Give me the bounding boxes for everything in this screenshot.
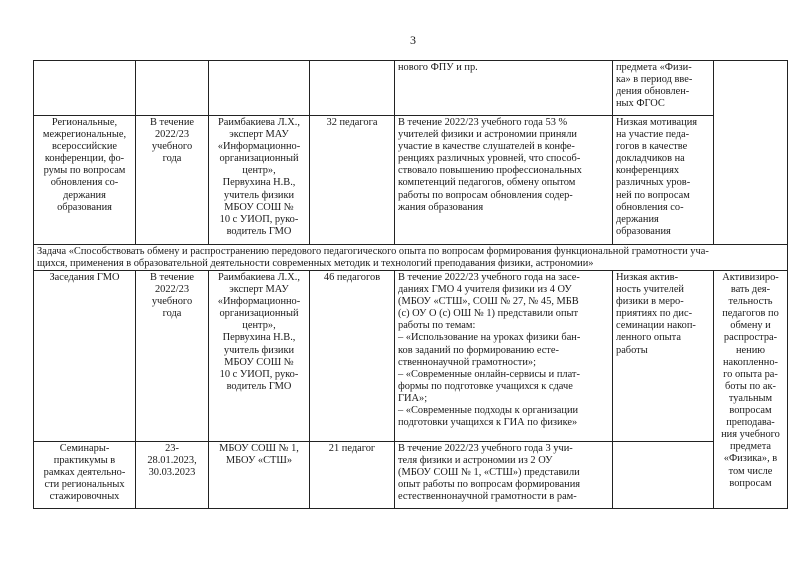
text-line: дения обновлен-: [616, 86, 690, 98]
text-line: МБОУ СОШ № 1,: [219, 443, 299, 454]
text-line: участие в качестве слушателей в конфе-: [398, 141, 575, 153]
text-line: Семинары-: [59, 443, 110, 454]
text-line: всероссийские: [51, 141, 118, 153]
text-line: теля физики и астрономии из 2 ОУ: [398, 455, 553, 467]
cell-dates-continuation: [135, 60, 209, 116]
text-line: ней по вопросам: [616, 189, 690, 201]
text-line: нению: [735, 344, 766, 356]
text-line: Раимбакиева Л.Х.,: [218, 272, 300, 283]
text-line: организационный: [219, 153, 299, 165]
text-line: водитель ГМО: [226, 225, 292, 237]
cell-dates-conferences: [135, 115, 209, 245]
text-line: держания: [616, 213, 659, 225]
cell-dates-gmo: [135, 270, 209, 442]
text-line: практикумы в: [53, 455, 116, 467]
text-line: жания образования: [398, 201, 484, 213]
text-line: года: [162, 308, 182, 320]
cell-participants-seminars: [309, 441, 395, 509]
cell-results-gmo: [394, 270, 613, 442]
text-line: В течение 2022/23 учебного года 3 учи-: [398, 443, 573, 454]
text-line: (с) ОУ О (с) ОШ № 1) представили опыт: [398, 308, 579, 320]
text-line: вопросам: [729, 405, 772, 417]
cell-problems-gmo: [612, 270, 714, 442]
text-line: компетенций педагогов, обмену опытом: [398, 177, 576, 189]
text-line: предмета: [730, 441, 771, 453]
text-line: «Физика», в: [723, 453, 778, 465]
text-line: держания: [63, 189, 106, 201]
text-line: опыт работы по вопросам формирования: [398, 479, 581, 491]
text-line: ка» в период вве-: [616, 74, 693, 86]
text-line: учебного: [151, 296, 193, 308]
text-line: (МБОУ СОШ № 1, «СТШ») представили: [398, 467, 580, 479]
cell-responsible-continuation: [208, 60, 310, 116]
text-line: ных ФГОС: [616, 98, 665, 110]
text-line: преподава-: [726, 417, 775, 429]
text-line: В течение: [150, 272, 194, 283]
cell-participants-continuation: [309, 60, 395, 116]
cell-tasks-merged-top: [713, 60, 788, 245]
text-line: года: [162, 153, 182, 165]
text-line: Раимбакиева Л.Х.,: [218, 117, 300, 128]
cell-responsible-gmo: [208, 270, 310, 442]
text-line: учитель физики: [223, 189, 295, 201]
text-line: приятиях по дис-: [616, 308, 693, 320]
text-line: Задача «Способствовать обмену и распространению передового педагогического опыта по вопросам формирования функциональной грамотности уча-: [37, 246, 709, 257]
text-line: ренциях различных уровней, что способ-: [398, 153, 581, 165]
text-line: докладчиков на: [616, 153, 685, 165]
cell-event-seminars: [33, 441, 136, 509]
cell-results-conferences: [394, 115, 613, 245]
cell-responsible-seminars: [208, 441, 310, 509]
text-line: вать дея-: [730, 284, 771, 296]
text-line: боты по ак-: [725, 380, 776, 392]
text-line: обновления со-: [50, 177, 119, 189]
text-line: Региональные,: [51, 117, 118, 128]
text-line: учителей физики и астрономии приняли: [398, 129, 577, 141]
text-line: формы по подготовке учащихся к сдаче: [398, 380, 573, 392]
cell-problems-conferences: [612, 115, 714, 245]
text-line: эксперт МАУ: [229, 129, 289, 141]
text-line: на участие педа-: [616, 129, 690, 141]
cell-participants-gmo: [309, 270, 395, 442]
text-line: 30.03.2023: [148, 467, 196, 479]
text-line: даниях ГМО 4 учителя физики из 4 ОУ: [398, 284, 572, 296]
text-line: сти региональных: [44, 479, 125, 491]
text-line: МБОУ СОШ №: [224, 356, 294, 368]
text-line: МБОУ СОШ №: [224, 201, 294, 213]
text-line: центр»,: [242, 165, 276, 177]
text-line: подготовки учащихся к ГИА по физике»: [398, 417, 578, 429]
text-line: организационный: [219, 308, 299, 320]
cell-dates-seminars: [135, 441, 209, 509]
text-line: ленного опыта: [616, 332, 681, 344]
text-line: конференциях: [616, 165, 680, 177]
text-line: – «Использование на уроках физики бан-: [398, 332, 581, 344]
cell-event-gmo: [33, 270, 136, 442]
text-line: учебного: [151, 141, 193, 153]
text-line: накопленно-: [722, 356, 779, 368]
text-line: физики в меро-: [616, 296, 684, 308]
results-text: нового ФПУ и пр.: [398, 62, 478, 73]
text-line: конференции, фо-: [44, 153, 125, 165]
text-line: В течение 2022/23 учебного года на засе-: [398, 272, 580, 283]
text-line: Низкая актив-: [616, 272, 679, 283]
text-line: Первухина Н.В.,: [222, 332, 296, 344]
participants-count: 21 педагог: [328, 443, 376, 454]
participants-count: 46 педагогов: [323, 272, 381, 283]
text-line: работы по вопросам обновления содер-: [398, 189, 573, 201]
text-line: В течение 2022/23 учебного года 53 %: [398, 117, 568, 128]
text-line: тельность: [728, 296, 773, 308]
text-line: 2022/23: [154, 284, 190, 296]
text-line: 10 с УИОП, руко-: [219, 368, 299, 380]
page-number: 3: [410, 33, 416, 47]
text-line: 2022/23: [154, 129, 190, 141]
text-line: «Информационно-: [217, 296, 301, 308]
text-line: водитель ГМО: [226, 380, 292, 392]
text-line: Активизиро-: [722, 272, 779, 283]
cell-problems-continuation: [612, 60, 714, 116]
text-line: центр»,: [242, 320, 276, 332]
cell-responsible-conferences: [208, 115, 310, 245]
text-line: различных уров-: [616, 177, 691, 189]
text-line: «Информационно-: [217, 141, 301, 153]
task-heading-row: [33, 244, 788, 271]
text-line: учитель физики: [223, 344, 295, 356]
text-line: эксперт МАУ: [229, 284, 289, 296]
cell-results-continuation: [394, 60, 613, 116]
text-line: межрегиональные,: [42, 129, 127, 141]
text-line: В течение: [150, 117, 194, 128]
text-line: работы по темам:: [398, 320, 476, 332]
text-line: ность учителей: [616, 284, 684, 296]
text-line: естественнонаучной грамотности в рам-: [398, 491, 577, 503]
text-line: стажировочных: [49, 491, 120, 503]
text-line: 23-: [165, 443, 179, 454]
text-line: рамках деятельно-: [43, 467, 126, 479]
text-line: – «Современные подходы к организации: [398, 405, 579, 417]
cell-event-conferences: [33, 115, 136, 245]
text-line: ственнонаучной грамотности»;: [398, 356, 536, 368]
cell-problems-seminars: [612, 441, 714, 509]
text-line: обновления со-: [616, 201, 684, 213]
text-line: Низкая мотивация: [616, 117, 698, 128]
text-line: (МБОУ «СТШ», СОШ № 27, № 45, МБВ: [398, 296, 579, 308]
text-line: МБОУ «СТШ»: [225, 455, 293, 467]
text-line: работы: [616, 344, 648, 356]
text-line: предмета «Физи-: [616, 62, 692, 73]
text-line: семинации накоп-: [616, 320, 696, 332]
cell-tasks-gmo-seminars: [713, 270, 788, 509]
text-line: го опыта ра-: [723, 368, 778, 380]
text-line: ствовало повышению профессиональных: [398, 165, 582, 177]
text-line: том числе: [728, 465, 773, 477]
cell-results-seminars: [394, 441, 613, 509]
text-line: вопросам: [729, 477, 772, 489]
text-line: ГИА»;: [398, 392, 428, 404]
text-line: туальным: [728, 392, 773, 404]
text-line: 10 с УИОП, руко-: [219, 213, 299, 225]
text-line: щихся, применения в образовательной деятельности современных методик и технологий преподавания физики, астрономии»: [37, 258, 594, 270]
text-line: гогов в качестве: [616, 141, 688, 153]
text-line: педагогов по: [722, 308, 779, 320]
text-line: Первухина Н.В.,: [222, 177, 296, 189]
participants-count: 32 педагога: [326, 117, 378, 128]
cell-participants-conferences: [309, 115, 395, 245]
text-line: Заседания ГМО: [49, 272, 120, 283]
cell-event-continuation: [33, 60, 136, 116]
text-line: ков заданий по формированию есте-: [398, 344, 559, 356]
text-line: ния учебного: [721, 429, 780, 441]
text-line: обмену и: [730, 320, 771, 332]
text-line: 28.01.2023,: [147, 455, 197, 467]
text-line: румы по вопросам: [43, 165, 126, 177]
text-line: – «Современные онлайн-сервисы и плат-: [398, 368, 580, 380]
text-line: образования: [616, 225, 671, 237]
text-line: распростра-: [723, 332, 778, 344]
text-line: образования: [57, 201, 112, 213]
